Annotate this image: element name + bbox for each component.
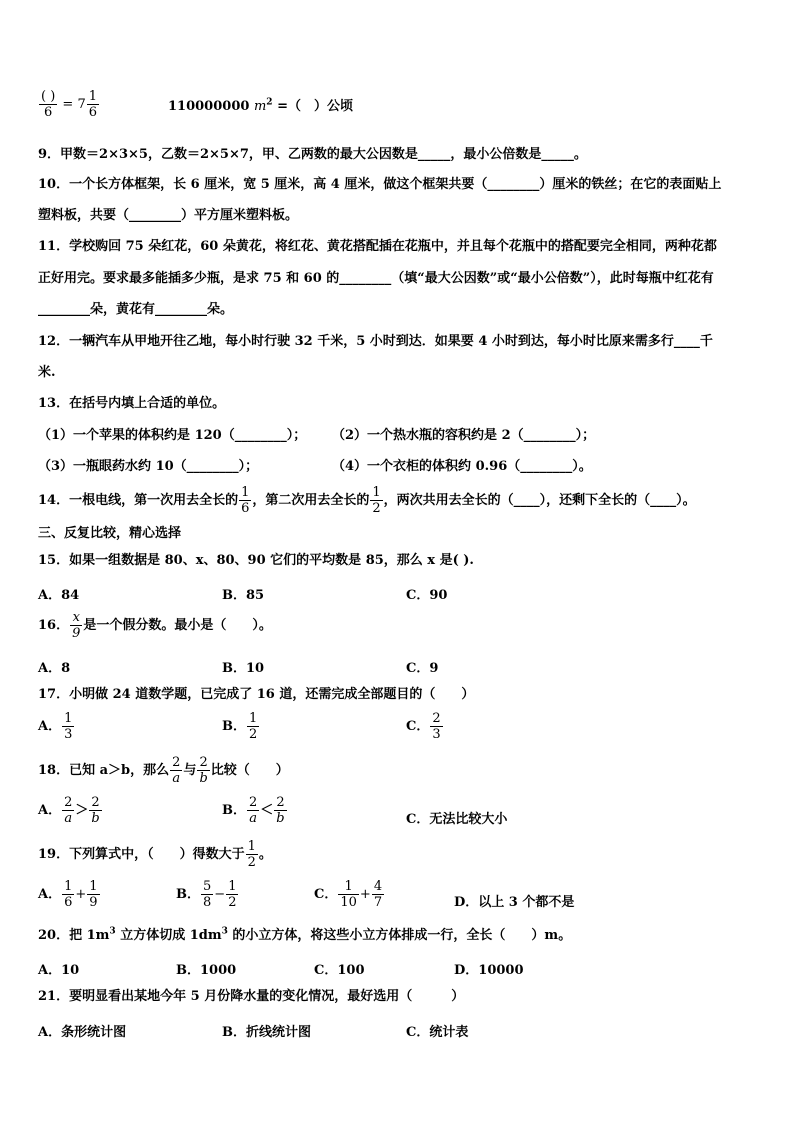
fraction: $\frac{1}{6}$ xyxy=(88,89,97,120)
option-b[interactable]: B． $\frac{1}{2}$ xyxy=(222,711,258,742)
option-c[interactable]: C．100 xyxy=(314,963,365,978)
fraction: $\frac{1}{6}$ xyxy=(64,879,73,910)
fraction: $\frac{2}{b}$ xyxy=(199,755,208,786)
question-12-line-1: 12．一辆汽车从甲地开往乙地，每小时行驶 32 千米，5 小时到达．如果要 4 小时到达，每小时比原来需多行____千 xyxy=(38,334,713,349)
option-b[interactable]: B．85 xyxy=(222,588,265,603)
question-21-stem: 21．要明显看出某地今年 5 月份降水量的变化情况，最好选用（ ） xyxy=(38,989,465,1004)
option-b[interactable]: B．折线统计图 xyxy=(222,1025,311,1040)
question-18-stem: 18．已知 a＞b，那么 $\frac{2}{a}$ 与 $\frac{2}{b}$ 比较（ ） xyxy=(38,755,289,786)
fraction: $\frac{1}{10}$ xyxy=(340,879,357,910)
equation-1: $\frac{( )}{6}$ = 7 $\frac{1}{6}$ xyxy=(41,89,97,120)
option-d[interactable]: D．10000 xyxy=(454,963,524,978)
question-16-stem: 16． $\frac{x}{9}$ 是一个假分数。最小是（ ）。 xyxy=(38,610,272,641)
fraction: $\frac{5}{8}$ xyxy=(203,879,212,910)
question-11-line-2: 正好用完。要求最多能插多少瓶，是求 75 和 60 的________（填“最大公因数”或“最小公倍数”），此时每瓶中红花有 xyxy=(38,271,714,286)
option-a[interactable]: A．条形统计图 xyxy=(38,1025,127,1040)
fraction: $\frac{1}{3}$ xyxy=(64,711,73,742)
fraction: $\frac{2}{3}$ xyxy=(432,711,441,742)
fraction: $\frac{1}{2}$ xyxy=(247,839,256,870)
option-c[interactable]: C． $\frac{1}{10}$ + $\frac{4}{7}$ xyxy=(314,879,383,910)
question-17-stem: 17．小明做 24 道数学题，已完成了 16 道，还需完成全部题目的（ ） xyxy=(38,687,475,702)
fraction: $\frac{1}{2}$ xyxy=(249,711,258,742)
fraction: $\frac{1}{9}$ xyxy=(89,879,98,910)
option-a[interactable]: A．84 xyxy=(38,588,80,603)
question-14: 14．一根电线，第一次用去全长的 $\frac{1}{6}$ ，第二次用去全长的 $\frac{1}{2}$ ，两次共用去全长的（____），还剩下全长的（____）。 xyxy=(38,485,696,516)
fraction: $\frac{( )}{6}$ xyxy=(41,89,56,120)
option-b[interactable]: B．10 xyxy=(222,661,265,676)
question-11-line-3: ________朵，黄花有________朵。 xyxy=(38,302,234,317)
fraction: $\frac{1}{2}$ xyxy=(372,485,381,516)
fraction: $\frac{2}{a}$ xyxy=(172,755,181,786)
fraction: $\frac{1}{6}$ xyxy=(241,485,250,516)
question-10-line-2: 塑料板，共要（________）平方厘米塑料板。 xyxy=(38,208,299,223)
section-title: 三、反复比较，精心选择 xyxy=(38,526,182,541)
question-11-line-1: 11．学校购回 75 朵红花，60 朵黄花，将红花、黄花搭配插在花瓶中，并且每个花瓶中的搭配要完全相同，两种花都 xyxy=(38,239,717,254)
option-c[interactable]: C．90 xyxy=(406,588,448,603)
question-13-item-4: （4）一个衣柜的体积约 0.96（________）。 xyxy=(332,459,592,474)
option-c[interactable]: C． $\frac{2}{3}$ xyxy=(406,711,441,742)
question-13-item-1: （1）一个苹果的体积约是 120（________）； xyxy=(38,428,307,443)
fraction: $\frac{2}{b}$ xyxy=(91,795,100,826)
question-10-line-1: 10．一个长方体框架，长 6 厘米，宽 5 厘米，高 4 厘米，做这个框架共要（________）厘米的铁丝；在它的表面贴上 xyxy=(38,177,722,192)
option-a[interactable]: A． $\frac{1}{3}$ xyxy=(38,711,73,742)
equation-2: 110000000 $m^2$ =（ ）公顷 xyxy=(168,97,353,114)
option-a[interactable]: A．8 xyxy=(38,661,71,676)
option-a[interactable]: A． $\frac{1}{6}$ + $\frac{1}{9}$ xyxy=(38,879,98,910)
fraction: $\frac{2}{a}$ xyxy=(64,795,73,826)
question-19-stem: 19．下列算式中，（ ）得数大于 $\frac{1}{2}$ 。 xyxy=(38,839,272,870)
option-d[interactable]: D．以上 3 个都不是 xyxy=(454,895,575,910)
question-13-stem: 13．在括号内填上合适的单位。 xyxy=(38,396,226,411)
question-12-line-2: 米. xyxy=(38,365,56,380)
option-b[interactable]: B． $\frac{2}{a}$ ＜ $\frac{2}{b}$ xyxy=(222,795,285,826)
fraction: $\frac{1}{2}$ xyxy=(228,879,237,910)
question-9: 9．甲数＝2×3×5，乙数＝2×5×7，甲、乙两数的最大公因数是_____，最小公倍数是_____。 xyxy=(38,147,587,162)
option-a[interactable]: A． $\frac{2}{a}$ ＞ $\frac{2}{b}$ xyxy=(38,795,100,826)
fraction: $\frac{2}{a}$ xyxy=(249,795,258,826)
fraction: $\frac{4}{7}$ xyxy=(373,879,383,910)
option-b[interactable]: B．1000 xyxy=(176,963,237,978)
option-c[interactable]: C．统计表 xyxy=(406,1025,469,1040)
question-13-item-3: （3）一瓶眼药水约 10（________）； xyxy=(38,459,259,474)
fraction: $\frac{x}{9}$ xyxy=(72,610,81,641)
question-13-item-2: （2）一个热水瓶的容积约是 2（________）； xyxy=(332,428,596,443)
option-c[interactable]: C．9 xyxy=(406,661,439,676)
fraction: $\frac{2}{b}$ xyxy=(276,795,285,826)
option-b[interactable]: B． $\frac{5}{8}$ − $\frac{1}{2}$ xyxy=(176,879,237,910)
option-c[interactable]: C．无法比较大小 xyxy=(406,812,508,827)
question-15-stem: 15．如果一组数据是 80、x、80、90 它们的平均数是 85，那么 x 是( ). xyxy=(38,553,474,568)
question-20-stem: 20．把 $1m^3$ 立方体切成 $1dm^3$ 的小立方体，将这些小立方体排成一行，全长（ ）m。 xyxy=(38,926,572,943)
option-a[interactable]: A．10 xyxy=(38,963,80,978)
